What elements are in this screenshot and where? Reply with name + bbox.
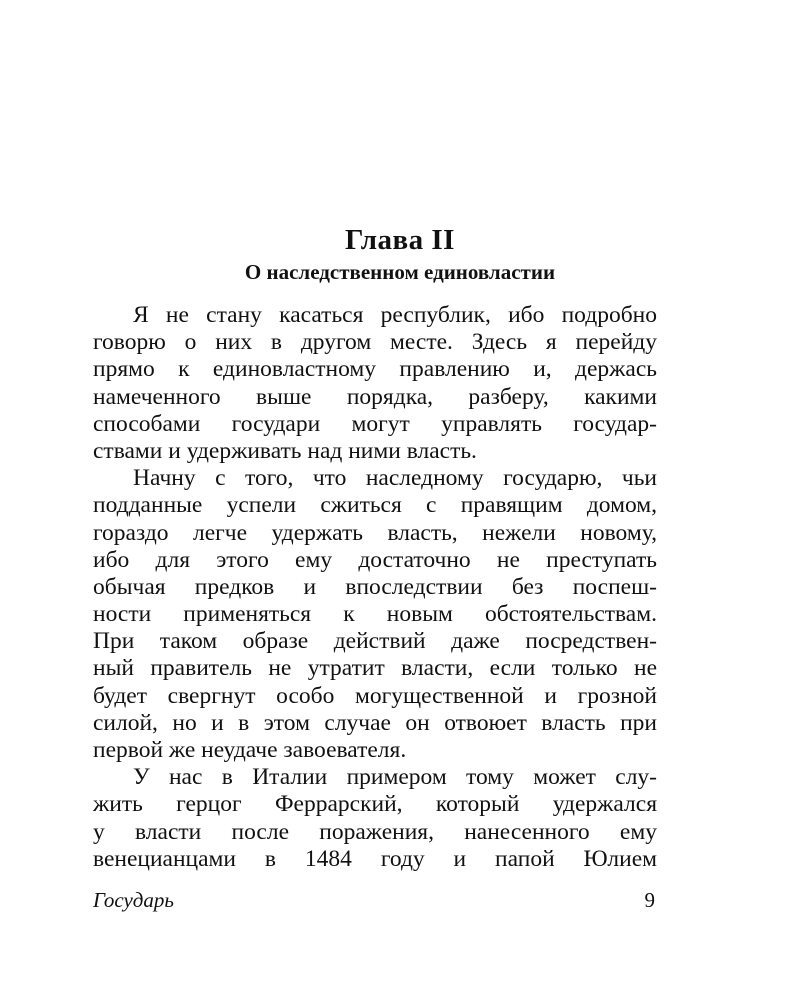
text-line: намеченного выше порядка, разберу, какими [93,383,657,410]
body-text [93,302,657,873]
text-line: будет свергнут особо могущественной и грозной [93,682,657,709]
text-line: ный правитель не утратит власти, если только не [93,655,657,682]
text-line: гораздо легче удержать власть, нежели новому, [93,519,657,546]
text-line: обычая предков и впоследствии без поспеш- [93,573,657,600]
text-line: У нас в Италии примером тому может слу- [133,764,657,791]
text-line: ности применяться к новым обстоятельствам. [93,601,657,628]
text-line: у власти после поражения, нанесенного ему [93,818,657,845]
text-line: подданные успели сжиться с правящим домом, [93,492,657,519]
text-line: способами государи могут управлять государ- [93,410,657,437]
text-line: прямо к единовластному правлению и, держась [93,356,657,383]
running-title: Государь [93,888,174,912]
page-number: 9 [644,888,655,912]
text-line: Я не стану касаться республик, ибо подробно [133,302,657,328]
text-line: венецианцами в 1484 году и папой Юлием [93,845,657,872]
text-line: первой же неудаче завоевателя. [93,737,407,763]
text-line: ствами и удерживать над ними власть. [93,437,477,464]
chapter-title: Глава II [345,224,455,256]
chapter-subtitle: О наследственном единовластии [244,260,556,284]
text-line: жить герцог Феррарский, который удержался [93,791,657,818]
text-line: силой, но и в этом случае он отвоюет власть при [93,709,657,736]
text-line: При таком образе действий даже посредствен- [93,628,657,655]
page-footer [93,886,657,914]
text-line: говорю о них в другом месте. Здесь я перейду [93,329,657,356]
text-line: ибо для этого ему достаточно не преступать [93,546,657,573]
text-line: Начну с того, что наследному государю, чьи [133,465,657,492]
